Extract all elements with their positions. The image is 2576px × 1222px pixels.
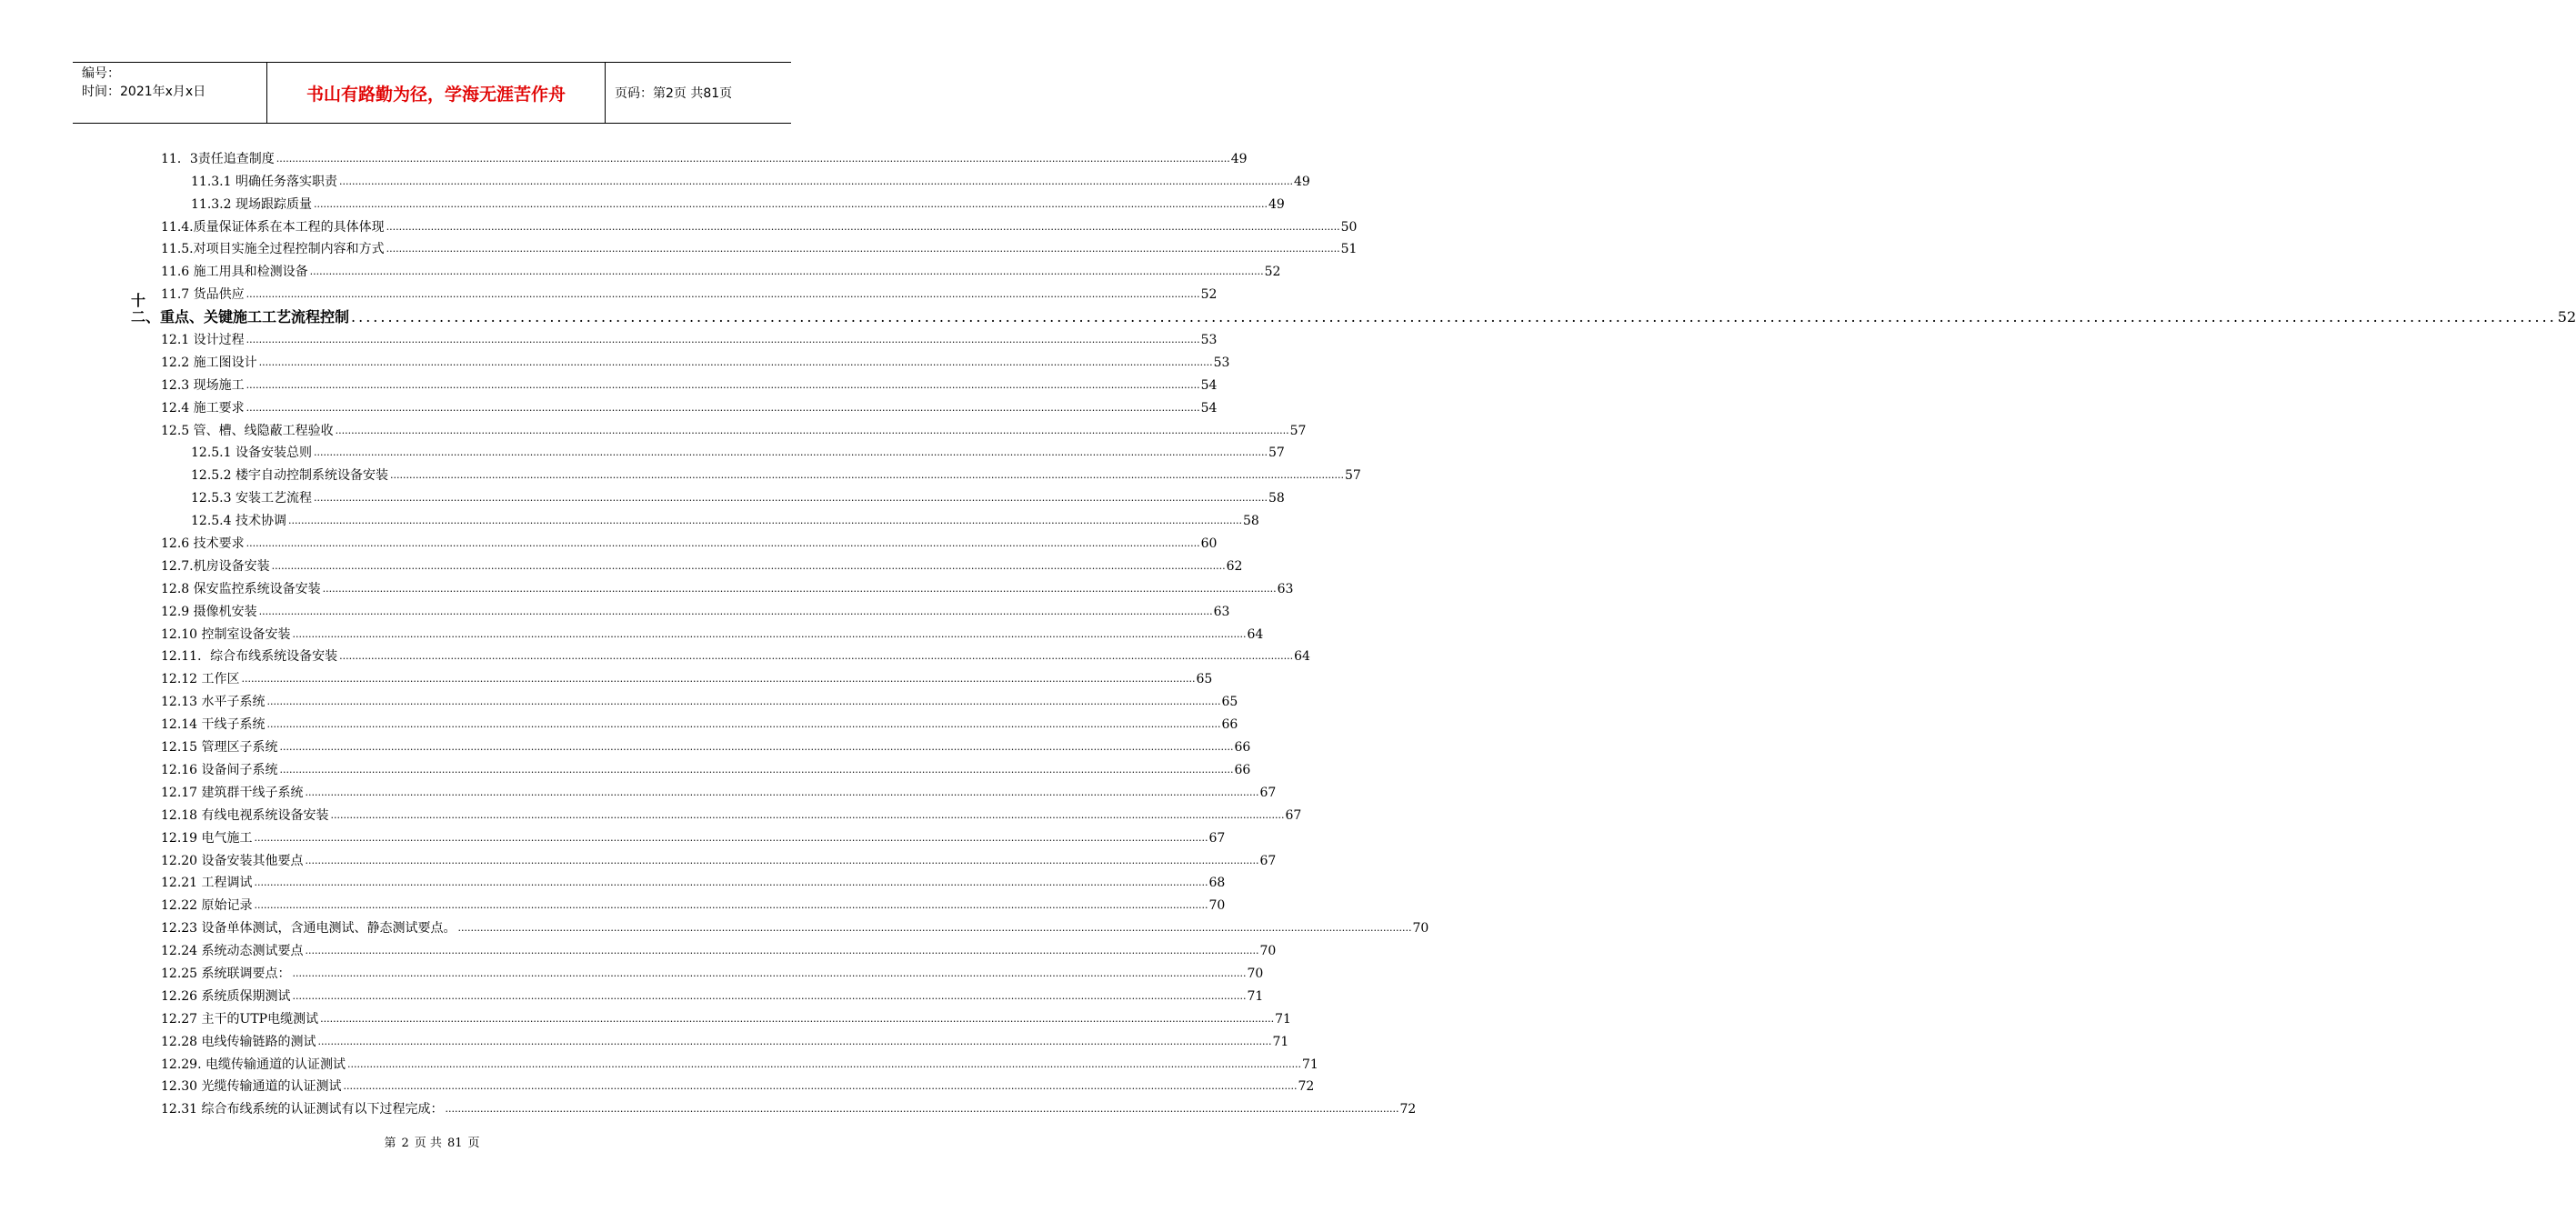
toc-entry-title: 12.17 建筑群干线子系统 bbox=[161, 785, 304, 800]
toc-page-number: 70 bbox=[1247, 966, 1264, 981]
toc-page-number: 62 bbox=[1226, 558, 1243, 574]
toc-entry[interactable] bbox=[191, 439, 1285, 462]
header-meta bbox=[73, 63, 267, 123]
toc-page-number: 67 bbox=[1259, 853, 1277, 868]
toc-entry[interactable] bbox=[161, 145, 1248, 167]
toc-entry[interactable] bbox=[161, 710, 1238, 733]
toc-leader-dots: ............................................................................................................................................................................................................................................................................................................ bbox=[351, 308, 2557, 326]
toc-entry-title: 12.8 保安监控系统设备安装 bbox=[161, 581, 321, 596]
toc-page-number: 70 bbox=[1259, 944, 1277, 959]
toc-entry[interactable] bbox=[161, 371, 1218, 394]
toc-entry[interactable] bbox=[161, 824, 1226, 846]
toc-entry[interactable] bbox=[161, 326, 1218, 348]
toc-page-number: 67 bbox=[1208, 830, 1226, 846]
toc-entry[interactable] bbox=[161, 235, 1358, 258]
toc-leader-dots: ............................................................................................................................................................................................................................................................................................................ bbox=[305, 854, 1259, 866]
toc-page-number: 52 bbox=[2557, 308, 2576, 326]
toc-entry-title: 11．3责任追查制度 bbox=[161, 151, 275, 166]
toc-page-number: 52 bbox=[1200, 287, 1218, 303]
toc-entry[interactable] bbox=[161, 643, 1310, 666]
toc-page-number: 53 bbox=[1213, 355, 1230, 370]
toc-entry-title: 12.5.3 安装工艺流程 bbox=[191, 491, 312, 506]
toc-entry[interactable] bbox=[161, 257, 1281, 280]
toc-page-number: 70 bbox=[1412, 921, 1429, 937]
toc-page-number: 49 bbox=[1268, 196, 1285, 212]
toc-page-number: 72 bbox=[1298, 1079, 1315, 1095]
toc-entry-title: 12.5.2 楼宇自动控制系统设备安装 bbox=[191, 468, 388, 484]
toc-page-number: 65 bbox=[1221, 695, 1238, 710]
toc-page-number: 71 bbox=[1301, 1057, 1318, 1072]
toc-entry-title: 12.2 施工图设计 bbox=[161, 355, 257, 370]
toc-entry-title: 12.7.机房设备安装 bbox=[161, 558, 270, 574]
footer-total-pages: 81 bbox=[446, 1137, 463, 1150]
toc-page-number: 54 bbox=[1200, 400, 1218, 416]
toc-leader-dots: ............................................................................................................................................................................................................................................................................................................ bbox=[254, 876, 1208, 889]
toc-entry-title: 12.13 水平子系统 bbox=[161, 695, 266, 710]
toc-page-number: 67 bbox=[1259, 785, 1277, 800]
toc-page-number: 51 bbox=[1340, 242, 1358, 257]
toc-page-number: 65 bbox=[1196, 672, 1213, 687]
footer-suffix: 页 bbox=[467, 1137, 480, 1150]
toc-entry-title: 11.5.对项目实施全过程控制内容和方式 bbox=[161, 242, 385, 257]
toc-entry[interactable] bbox=[161, 1095, 1417, 1117]
toc-entry[interactable] bbox=[161, 348, 1230, 371]
toc-leader-dots: ............................................................................................................................................................................................................................................................................................................ bbox=[246, 378, 1200, 391]
toc-leader-dots: ............................................................................................................................................................................................................................................................................................................ bbox=[309, 265, 1264, 278]
toc-leader-dots: ............................................................................................................................................................................................................................................................................................................ bbox=[266, 718, 1221, 731]
toc-entry-title: 12.28 电线传输链路的测试 bbox=[161, 1034, 316, 1049]
toc-entry[interactable] bbox=[161, 552, 1243, 575]
toc-page-number: 66 bbox=[1221, 717, 1238, 733]
toc-leader-dots: ............................................................................................................................................................................................................................................................................................................ bbox=[258, 356, 1213, 368]
toc-entry-title: 12.24 系统动态测试要点 bbox=[161, 944, 304, 959]
toc-leader-dots: ............................................................................................................................................................................................................................................................................................................ bbox=[343, 1080, 1298, 1093]
toc-leader-dots: ............................................................................................................................................................................................................................................................................................................ bbox=[457, 922, 1412, 935]
toc-entry[interactable] bbox=[161, 620, 1264, 643]
toc-entry-title: 12.4 施工要求 bbox=[161, 400, 245, 416]
toc-entry-title: 12.3 现场施工 bbox=[161, 377, 245, 393]
toc-entry[interactable] bbox=[161, 665, 1213, 687]
toc-leader-dots: ............................................................................................................................................................................................................................................................................................................ bbox=[317, 1035, 1272, 1047]
toc-entry[interactable] bbox=[161, 1050, 1318, 1073]
toc-entry[interactable] bbox=[161, 1005, 1291, 1027]
page-footer bbox=[0, 1133, 864, 1150]
toc-entry[interactable] bbox=[161, 280, 1218, 303]
toc-leader-dots: ............................................................................................................................................................................................................................................................................................................ bbox=[292, 989, 1247, 1002]
toc-entry-title: 12.27 主干的UTP电缆测试 bbox=[161, 1011, 319, 1027]
toc-leader-dots: ............................................................................................................................................................................................................................................................................................................ bbox=[254, 899, 1208, 912]
toc-entry-title: 12.25 系统联调要点： bbox=[161, 966, 291, 981]
toc-entry-title: 11.7 货品供应 bbox=[161, 287, 245, 303]
page-header bbox=[73, 62, 791, 124]
toc-leader-dots: ............................................................................................................................................................................................................................................................................................................ bbox=[305, 786, 1259, 798]
toc-entry-title: 12.29. 电缆传输通道的认证测试 bbox=[161, 1057, 346, 1072]
toc-entry[interactable] bbox=[191, 484, 1285, 506]
toc-entry-title: 12.9 摄像机安装 bbox=[161, 604, 257, 619]
toc-leader-dots: ............................................................................................................................................................................................................................................................................................................ bbox=[313, 197, 1268, 210]
toc-entry[interactable] bbox=[161, 1073, 1315, 1096]
toc-leader-dots: ............................................................................................................................................................................................................................................................................................................ bbox=[258, 605, 1213, 617]
toc-leader-dots: ............................................................................................................................................................................................................................................................................................................ bbox=[266, 696, 1221, 708]
toc-entry-title: 12.20 设备安装其他要点 bbox=[161, 853, 304, 868]
toc-entry[interactable] bbox=[161, 756, 1251, 778]
toc-leader-dots: ............................................................................................................................................................................................................................................................................................................ bbox=[386, 243, 1340, 255]
toc-leader-dots: ............................................................................................................................................................................................................................................................................................................ bbox=[276, 152, 1230, 165]
toc-entry[interactable] bbox=[161, 575, 1294, 597]
toc-leader-dots: ............................................................................................................................................................................................................................................................................................................ bbox=[305, 945, 1259, 957]
toc-page-number: 54 bbox=[1200, 377, 1218, 393]
toc-leader-dots: ............................................................................................................................................................................................................................................................................................................ bbox=[313, 446, 1268, 459]
toc-page-number: 50 bbox=[1340, 219, 1358, 235]
toc-entry[interactable] bbox=[161, 733, 1251, 756]
toc-page-number: 57 bbox=[1268, 446, 1285, 461]
toc-leader-dots: ............................................................................................................................................................................................................................................................................................................ bbox=[246, 401, 1200, 414]
toc-entry[interactable] bbox=[161, 982, 1264, 1005]
toc-leader-dots: ............................................................................................................................................................................................................................................................................................................ bbox=[313, 492, 1268, 505]
toc-entry-title: 11.3.2 现场跟踪质量 bbox=[191, 196, 312, 212]
toc-page-number: 66 bbox=[1234, 740, 1251, 756]
footer-page-number: 2 bbox=[401, 1137, 409, 1150]
header-motto: 书山有路勤为径，学海无涯苦作舟 bbox=[267, 63, 606, 123]
toc-leader-dots: ............................................................................................................................................................................................................................................................................................................ bbox=[246, 537, 1200, 550]
toc-entry[interactable] bbox=[161, 846, 1277, 869]
toc-entry[interactable] bbox=[191, 167, 1310, 190]
toc-entry-title: 12.15 管理区子系统 bbox=[161, 740, 278, 756]
toc-entry[interactable] bbox=[161, 937, 1277, 959]
toc-entry-title: 重点、关键施工工艺流程控制 bbox=[160, 308, 350, 326]
toc-entry-title: 12.10 控制室设备安装 bbox=[161, 626, 291, 642]
toc-page-number: 72 bbox=[1399, 1102, 1417, 1117]
toc-page-number: 58 bbox=[1268, 491, 1285, 506]
toc-page-number: 71 bbox=[1275, 1011, 1291, 1027]
toc-page-number: 64 bbox=[1247, 626, 1264, 642]
toc-entry-title: 12.1 设计过程 bbox=[161, 333, 245, 348]
toc-leader-dots: ............................................................................................................................................................................................................................................................................................................ bbox=[330, 808, 1285, 821]
toc-entry[interactable] bbox=[161, 801, 1302, 824]
toc-page-number: 57 bbox=[1344, 468, 1361, 484]
toc-page-number: 57 bbox=[1289, 423, 1307, 438]
toc-leader-dots: ............................................................................................................................................................................................................................................................................................................ bbox=[335, 424, 1289, 436]
toc-entry[interactable] bbox=[161, 597, 1230, 620]
toc-page-number: 53 bbox=[1200, 333, 1218, 348]
toc-entry[interactable] bbox=[161, 394, 1218, 416]
toc-entry-title: 12.26 系统质保期测试 bbox=[161, 988, 291, 1004]
toc-entry[interactable] bbox=[161, 914, 1429, 937]
document-time-label: 时间：2021年x月x日 bbox=[82, 85, 206, 99]
toc-entry-title: 12.23 设备单体测试，含通电测试、静态测试要点。 bbox=[161, 921, 456, 937]
toc-entry-title: 12.19 电气施工 bbox=[161, 830, 253, 846]
toc-entry[interactable] bbox=[161, 1027, 1289, 1050]
toc-leader-dots: ............................................................................................................................................................................................................................................................................................................ bbox=[389, 469, 1344, 482]
toc-leader-dots: ............................................................................................................................................................................................................................................................................................................ bbox=[320, 1012, 1275, 1025]
toc-entry-title: 12.5 管、槽、线隐蔽工程验收 bbox=[161, 423, 334, 438]
toc-page-number: 64 bbox=[1294, 649, 1310, 665]
toc-page-number: 49 bbox=[1230, 151, 1248, 166]
toc-entry[interactable] bbox=[161, 687, 1238, 710]
toc-page-number: 67 bbox=[1285, 807, 1302, 823]
toc-leader-dots: ............................................................................................................................................................................................................................................................................................................ bbox=[346, 1057, 1301, 1070]
toc-leader-dots: ............................................................................................................................................................................................................................................................................................................ bbox=[279, 763, 1234, 776]
toc-leader-dots: ............................................................................................................................................................................................................................................................................................................ bbox=[241, 673, 1196, 686]
toc-leader-dots: ............................................................................................................................................................................................................................................................................................................ bbox=[279, 741, 1234, 754]
toc-entry[interactable] bbox=[161, 891, 1226, 914]
toc-entry-title: 12.6 技术要求 bbox=[161, 536, 245, 552]
toc-page-number: 52 bbox=[1264, 265, 1281, 280]
toc-leader-dots: ............................................................................................................................................................................................................................................................................................................ bbox=[445, 1103, 1399, 1116]
toc-leader-dots: ............................................................................................................................................................................................................................................................................................................ bbox=[292, 627, 1247, 640]
toc-entry[interactable] bbox=[161, 529, 1218, 552]
toc-entry-title: 12.30 光缆传输通道的认证测试 bbox=[161, 1079, 342, 1095]
footer-prefix: 第 bbox=[384, 1137, 396, 1150]
toc-entry-title: 12.12 工作区 bbox=[161, 672, 240, 687]
toc-entry-title: 12.22 原始记录 bbox=[161, 898, 253, 914]
toc-entry[interactable] bbox=[191, 506, 1259, 529]
toc-entry[interactable] bbox=[161, 869, 1226, 892]
toc-entry-title: 12.18 有线电视系统设备安装 bbox=[161, 807, 329, 823]
toc-leader-dots: ............................................................................................................................................................................................................................................................................................................ bbox=[339, 650, 1294, 663]
toc-leader-dots: ............................................................................................................................................................................................................................................................................................................ bbox=[246, 334, 1200, 346]
toc-leader-dots: ............................................................................................................................................................................................................................................................................................................ bbox=[271, 559, 1226, 572]
toc-entry[interactable] bbox=[161, 959, 1264, 982]
toc-entry-title: 12.31 综合布线系统的认证测试有以下过程完成： bbox=[161, 1102, 444, 1117]
toc-page-number: 49 bbox=[1293, 174, 1310, 189]
toc-entry-title: 11.6 施工用具和检测设备 bbox=[161, 265, 308, 280]
toc-entry-title: 12.16 设备间子系统 bbox=[161, 762, 278, 777]
toc-leader-dots: ............................................................................................................................................................................................................................................................................................................ bbox=[386, 220, 1340, 233]
toc-page-number: 66 bbox=[1234, 762, 1251, 777]
toc-page-number: 68 bbox=[1208, 876, 1226, 891]
toc-page-number: 71 bbox=[1272, 1034, 1289, 1049]
document-number-label: 编号： bbox=[82, 66, 120, 81]
toc-page-number: 60 bbox=[1200, 536, 1218, 552]
toc-page-number: 63 bbox=[1277, 581, 1294, 596]
header-page-info: 页码：第2页 共81页 bbox=[615, 86, 733, 101]
toc-entry-title: 12.5.4 技术协调 bbox=[191, 514, 286, 529]
toc-page-number: 71 bbox=[1247, 988, 1264, 1004]
toc-chapter-number: 十二、 bbox=[131, 292, 161, 326]
toc-page-number: 58 bbox=[1242, 514, 1259, 529]
toc-leader-dots: ............................................................................................................................................................................................................................................................................................................ bbox=[254, 831, 1208, 844]
toc-entry-title: 12.21 工程调试 bbox=[161, 876, 253, 891]
toc-entry-title: 12.5.1 设备安装总则 bbox=[191, 446, 312, 461]
toc-entry[interactable] bbox=[161, 213, 1358, 235]
toc-entry-title: 11.3.1 明确任务落实职责 bbox=[191, 174, 337, 189]
footer-middle: 页 共 bbox=[414, 1137, 442, 1150]
toc-entry-title: 12.14 干线子系统 bbox=[161, 717, 266, 733]
toc-leader-dots: ............................................................................................................................................................................................................................................................................................................ bbox=[338, 175, 1293, 187]
toc-entry[interactable] bbox=[161, 416, 1307, 439]
toc-page-number: 70 bbox=[1208, 898, 1226, 914]
toc-leader-dots: ............................................................................................................................................................................................................................................................................................................ bbox=[287, 515, 1242, 527]
toc-entry-title: 11.4.质量保证体系在本工程的具体体现 bbox=[161, 219, 385, 235]
toc-entry[interactable] bbox=[161, 778, 1277, 801]
toc-leader-dots: ............................................................................................................................................................................................................................................................................................................ bbox=[292, 967, 1247, 979]
toc-entry[interactable] bbox=[191, 190, 1285, 213]
table-of-contents bbox=[0, 145, 2576, 1117]
toc-leader-dots: ............................................................................................................................................................................................................................................................................................................ bbox=[322, 582, 1277, 595]
toc-entry[interactable] bbox=[191, 461, 1361, 484]
toc-entry-title: 12.11．综合布线系统设备安装 bbox=[161, 649, 338, 665]
toc-page-number: 63 bbox=[1213, 604, 1230, 619]
toc-leader-dots: ............................................................................................................................................................................................................................................................................................................ bbox=[246, 288, 1200, 301]
